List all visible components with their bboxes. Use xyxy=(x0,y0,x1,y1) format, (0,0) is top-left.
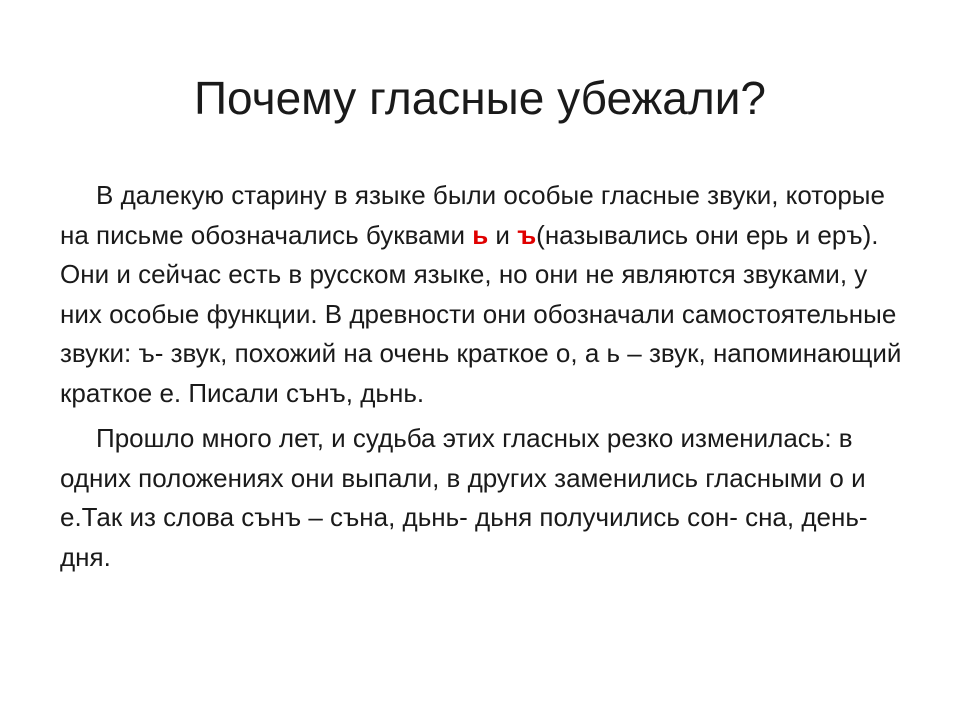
letter-hard-sign: ъ xyxy=(517,219,537,250)
paragraph-1-text-a: В далекую старину в языке были особые гласные звуки, которые на письме обозначались буквами xyxy=(60,180,885,250)
paragraph-1-text-c: (назывались они ерь и еръ). Они и сейчас есть в русском языке, но они не являются звуками, у них особые функции. В древности они обозначали самостоятельные звуки: ъ- звук, похожий на очень краткое о, а ь – звук, напоминающий краткое е. Писали сънъ, дьнь. xyxy=(60,219,902,408)
letter-soft-sign: ь xyxy=(472,219,489,250)
paragraph-1 xyxy=(60,176,908,413)
paragraph-2: Прошло много лет, и судьба этих гласных резко изменилась: в одних положениях они выпали, в других заменились гласными о и е.Так из слова сънъ – съна, дьнь- дьня получились сон- сна, день- дня. xyxy=(60,423,868,572)
slide-title: Почему гласные убежали? xyxy=(193,72,766,124)
slide-body xyxy=(60,176,908,583)
paragraph-1-text-b: и xyxy=(488,219,518,250)
